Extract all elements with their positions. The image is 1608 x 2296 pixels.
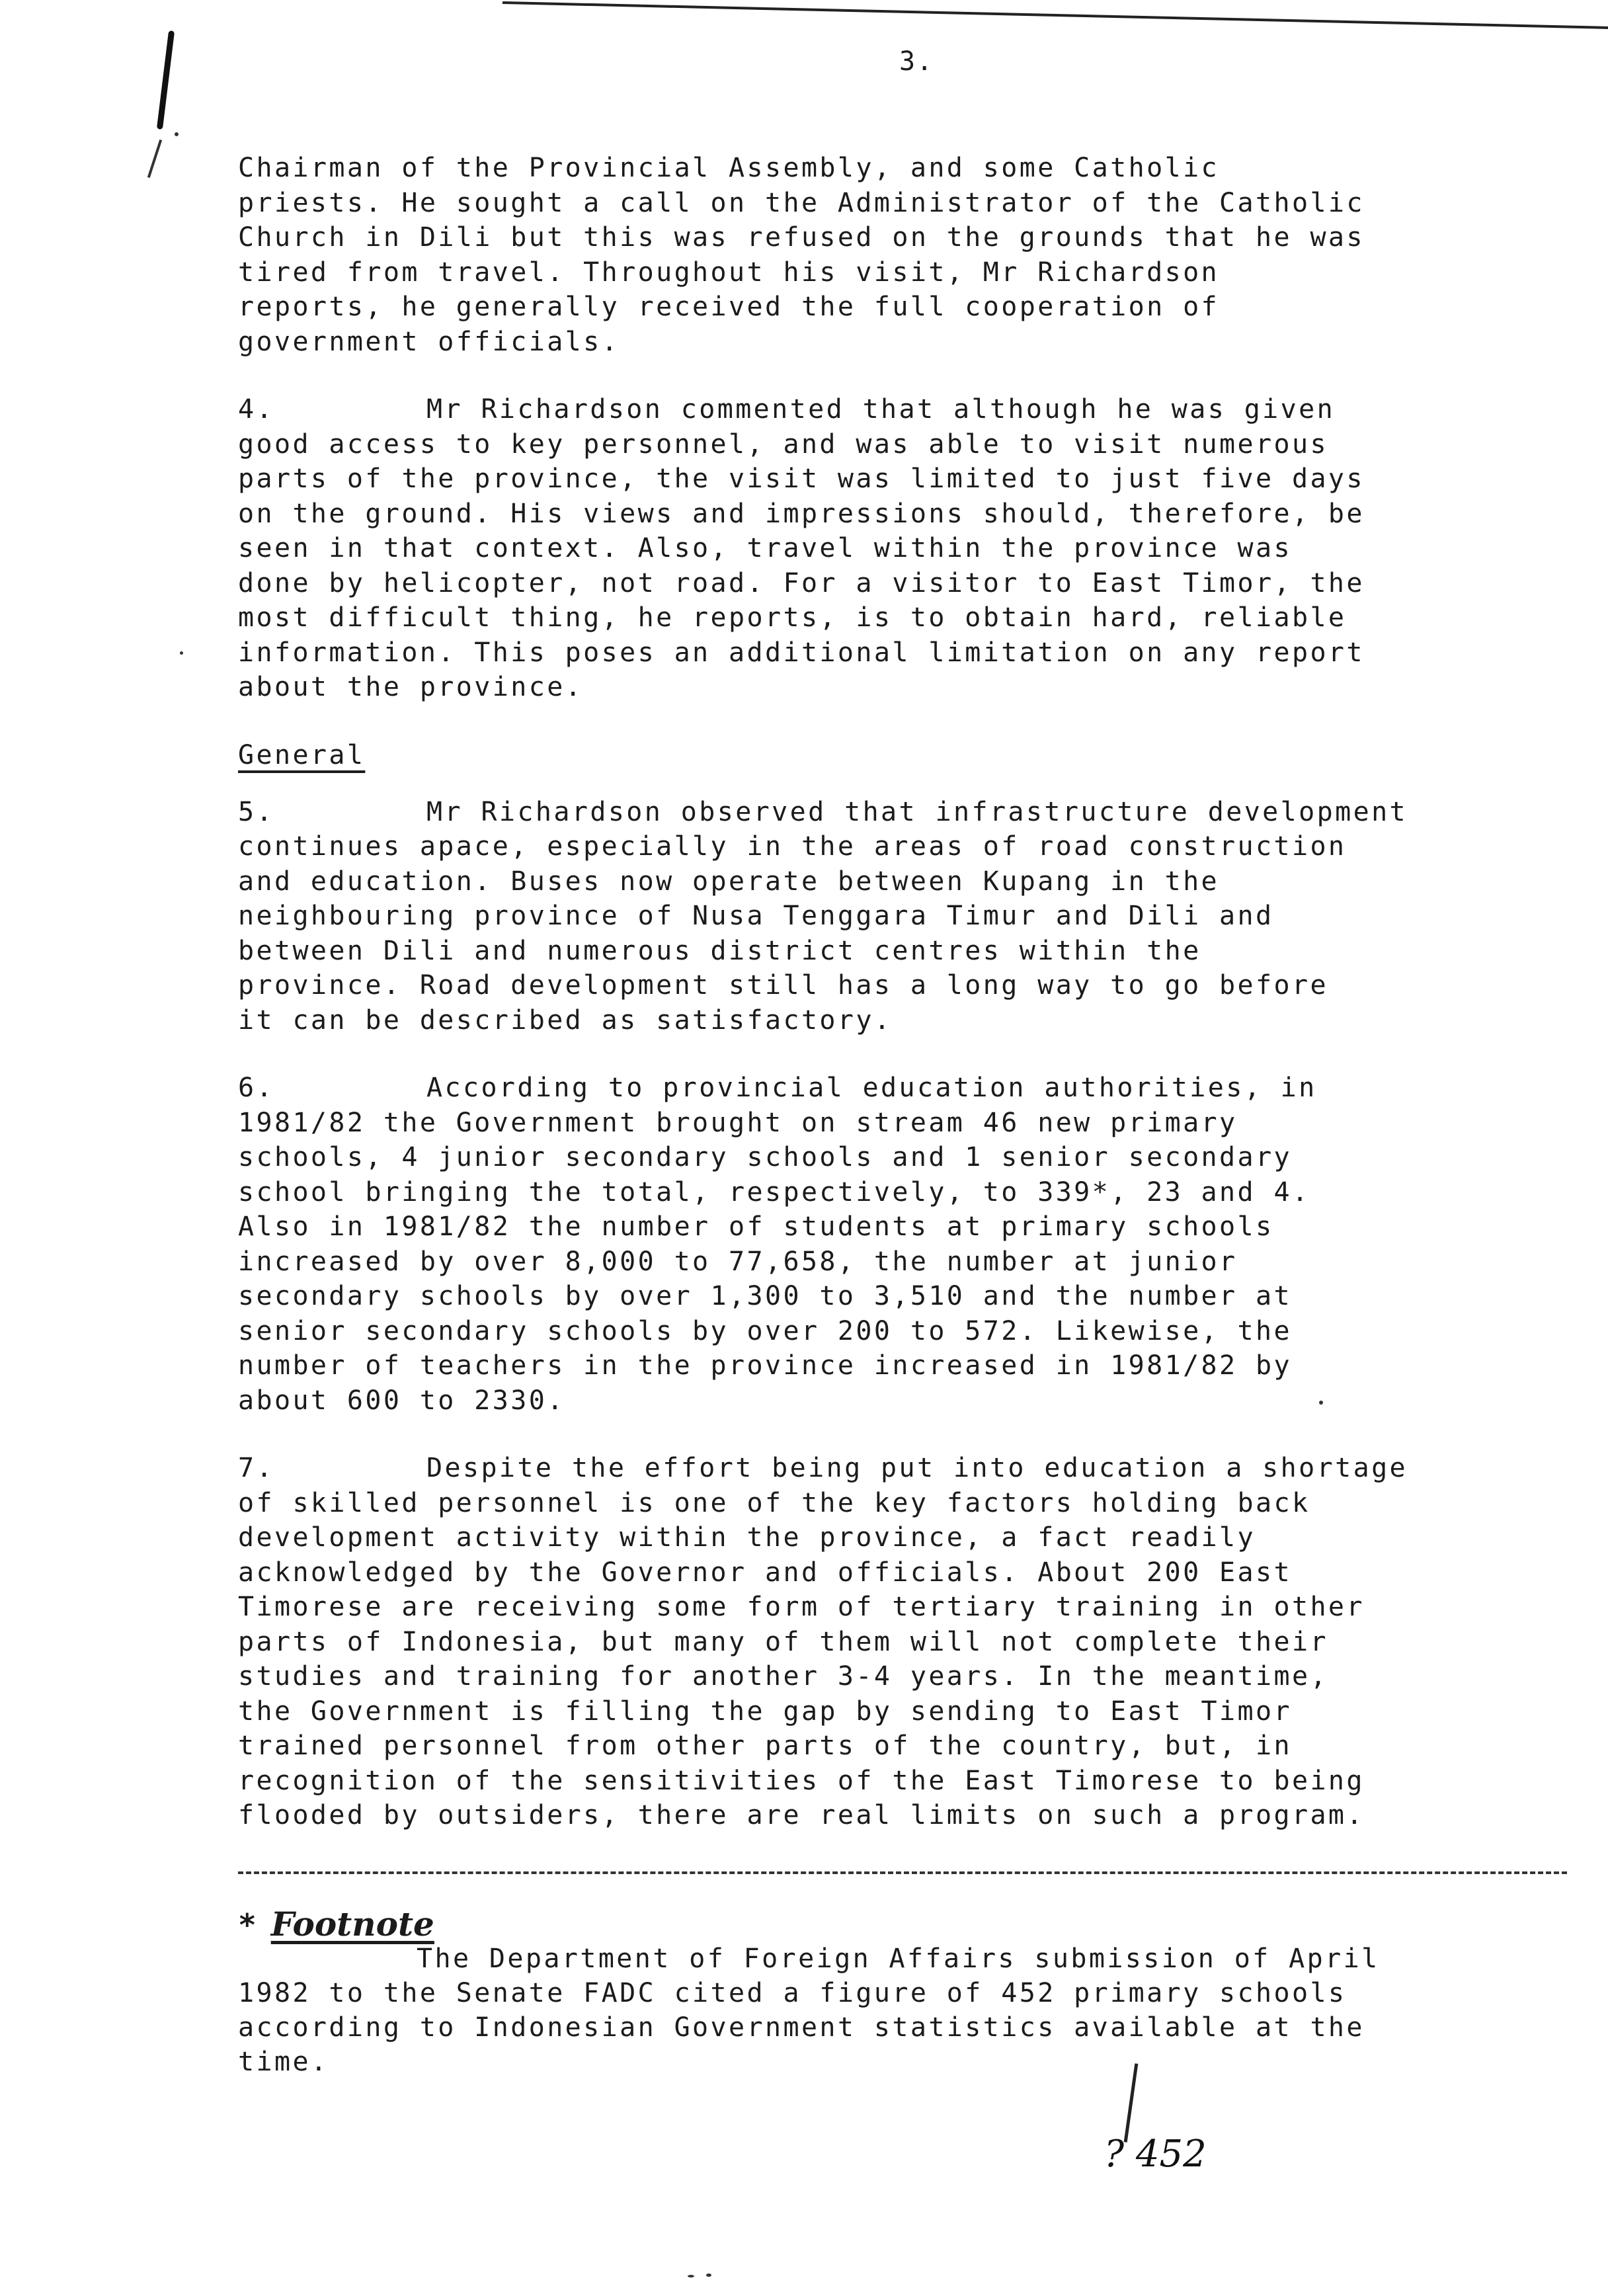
text-line: between Dili and numerous district centres within the xyxy=(238,935,1201,966)
page-number: 3. xyxy=(899,46,934,77)
text-line: on the ground. His views and impressions should, therefore, be xyxy=(238,498,1365,529)
text-line: 1981/82 the Government brought on stream 46 new primary xyxy=(238,1107,1238,1138)
footnote xyxy=(238,1905,1567,2079)
text-line: trained personnel from other parts of the country, but, in xyxy=(238,1731,1292,1761)
text-line: the Government is filling the gap by sending to East Timor xyxy=(238,1696,1292,1727)
footnote-line: time. xyxy=(238,2047,329,2077)
text-line: school bringing the total, respectively, to 339*, 23 and 4. xyxy=(238,1176,1310,1208)
speck xyxy=(180,651,183,655)
text-line: parts of the province, the visit was limited to just five days xyxy=(238,464,1365,494)
text-line: parts of Indonesia, but many of them will not complete their xyxy=(238,1626,1328,1657)
speck xyxy=(175,132,179,136)
text-line: increased by over 8,000 to 77,658, the number at junior xyxy=(238,1246,1238,1277)
text-line: priests. He sought a call on the Administrator of the Catholic xyxy=(238,187,1365,218)
footnote-line: according to Indonesian Government statistics available at the xyxy=(238,2012,1365,2043)
text-line: of skilled personnel is one of the key factors holding back xyxy=(238,1487,1310,1518)
text-line: acknowledged by the Governor and officials. About 200 East xyxy=(238,1557,1292,1588)
speck xyxy=(688,2275,694,2277)
paragraph-3-continued xyxy=(238,151,1554,359)
text-line: information. This poses an additional limitation on any report xyxy=(238,637,1365,668)
text-line: Timorese are receiving some form of tertiary training in other xyxy=(238,1592,1365,1622)
text-line: tired from travel. Throughout his visit, Mr Richardson xyxy=(238,257,1220,288)
text-line: Also in 1981/82 the number of students at primary schools xyxy=(238,1211,1274,1242)
text-line: number of teachers in the province increased in 1981/82 by xyxy=(238,1350,1292,1381)
paragraph-6 xyxy=(238,1071,1554,1418)
text-line: and education. Buses now operate between Kupang in the xyxy=(238,866,1220,897)
text-line: schools, 4 junior secondary schools and 1 senior secondary xyxy=(238,1142,1292,1172)
text-line: Mr Richardson observed that infrastructure development xyxy=(426,796,1408,827)
paragraph-number: 5. xyxy=(238,796,274,827)
paragraph-number: 4. xyxy=(238,394,274,425)
footnote-marker: * xyxy=(238,1907,257,1943)
text-line: done by helicopter, not road. For a visitor to East Timor, the xyxy=(238,567,1365,598)
text-line: about 600 to 2330. xyxy=(238,1385,565,1416)
paragraph-7 xyxy=(238,1451,1554,1833)
text-line: continues apace, especially in the areas of road construction xyxy=(238,831,1347,862)
text-line: most difficult thing, he reports, is to obtain hard, reliable xyxy=(238,602,1347,633)
footnote-line: The Department of Foreign Affairs submission of April xyxy=(417,1944,1380,1974)
footnote-title: Footnote xyxy=(270,1905,434,1944)
text-line: province. Road development still has a long way to go before xyxy=(238,970,1328,1001)
text-line: neighbouring province of Nusa Tenggara Timur and Dili and xyxy=(238,901,1274,931)
text-line: seen in that context. Also, travel within the province was xyxy=(238,533,1292,563)
text-line: good access to key personnel, and was able to visit numerous xyxy=(238,429,1328,460)
text-line: reports, he generally received the full cooperation of xyxy=(238,292,1220,322)
handwritten-annotation: ? 452 xyxy=(1104,2133,1207,2176)
paragraph-number: 7. xyxy=(238,1453,274,1483)
paragraph-number: 6. xyxy=(238,1073,274,1103)
text-line: According to provincial education authorities, in xyxy=(426,1073,1317,1103)
text-line: government officials. xyxy=(238,326,620,357)
margin-handwritten-mark xyxy=(157,30,175,130)
section-heading-general: General xyxy=(238,739,366,770)
document-body xyxy=(238,151,1554,1833)
text-line: it can be described as satisfactory. xyxy=(238,1004,893,1036)
text-line: Despite the effort being put into education a shortage xyxy=(426,1453,1408,1483)
margin-handwritten-mark-tail xyxy=(147,140,162,178)
text-line: development activity within the province, a fact readily xyxy=(238,1522,1256,1553)
speck xyxy=(706,2274,711,2277)
text-line: flooded by outsiders, there are real limits on such a program. xyxy=(238,1800,1365,1830)
text-line: senior secondary schools by over 200 to 572. Likewise, the xyxy=(238,1315,1292,1346)
paragraph-5 xyxy=(238,795,1554,1038)
paragraph-4 xyxy=(238,392,1554,705)
top-rule xyxy=(502,1,1608,30)
text-line: Chairman of the Provincial Assembly, and some Catholic xyxy=(238,153,1220,183)
speck xyxy=(1319,1401,1323,1405)
text-line: studies and training for another 3-4 years. In the meantime, xyxy=(238,1661,1328,1692)
footnote-separator xyxy=(238,1871,1567,1874)
text-line: secondary schools by over 1,300 to 3,510 and the number at xyxy=(238,1281,1292,1311)
text-line: recognition of the sensitivities of the East Timorese to being xyxy=(238,1765,1365,1796)
text-line: Church in Dili but this was refused on the grounds that he was xyxy=(238,222,1365,253)
text-line: about the province. xyxy=(238,672,584,702)
footnote-line: 1982 to the Senate FADC cited a figure of 452 primary schools xyxy=(238,1978,1347,2008)
text-line: Mr Richardson commented that although he was given xyxy=(426,394,1336,425)
